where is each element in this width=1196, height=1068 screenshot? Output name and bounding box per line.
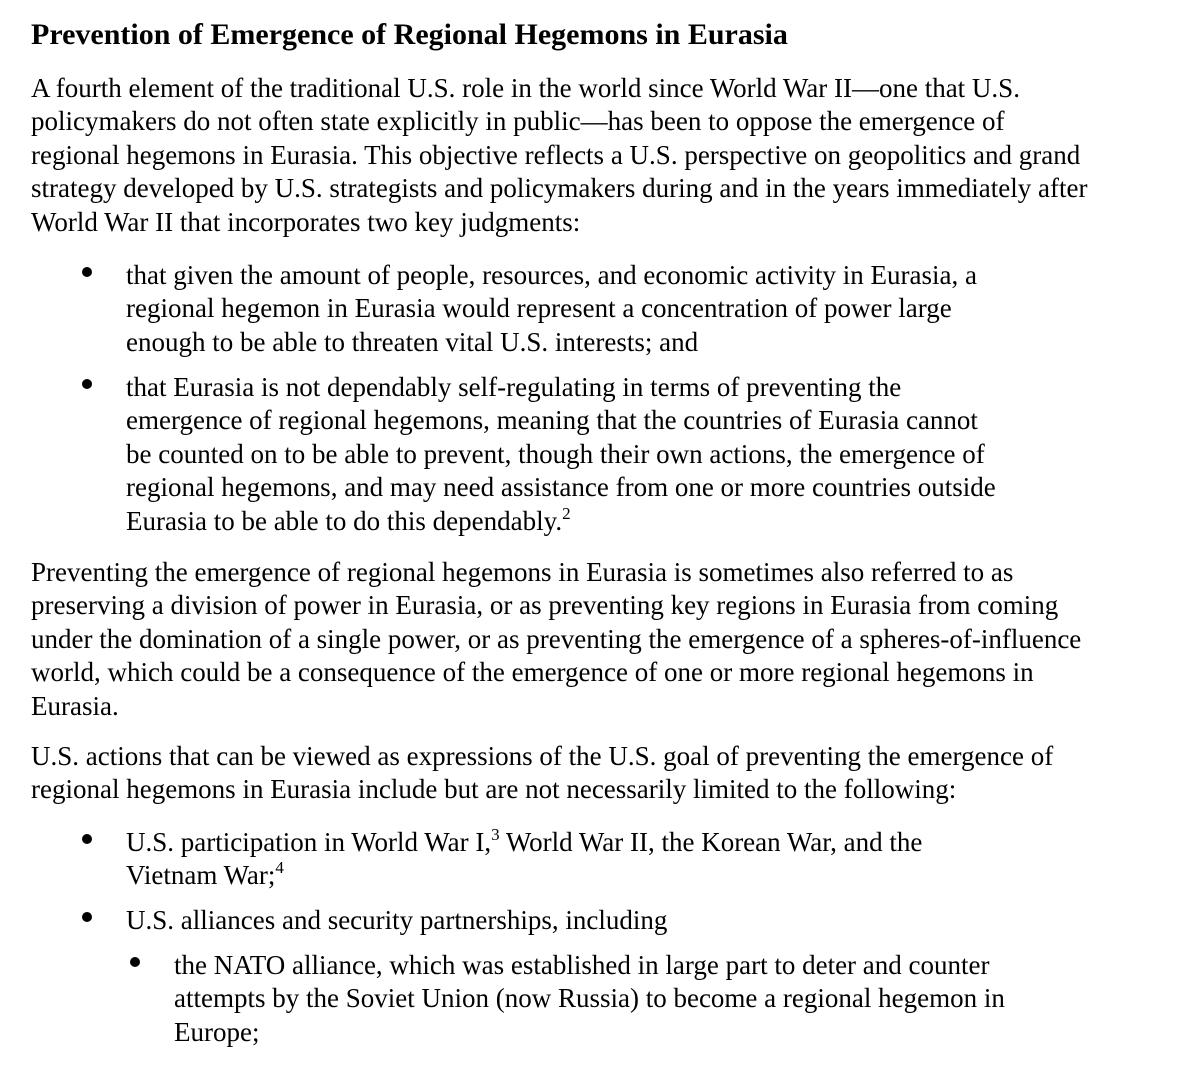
text-line: attempts by the Soviet Union (now Russia) to become a regional hegemon in: [174, 983, 1005, 1014]
text-line: policymakers do not often state explicitly in public—has been to oppose the emergence of: [31, 106, 1005, 137]
text-line: World War II that incorporates two key judgments:: [31, 206, 581, 237]
text-line: the NATO alliance, which was established in large part to deter and counter: [174, 950, 990, 980]
text-fragment: U.S. participation in World War I,: [126, 827, 492, 857]
text-line: regional hegemon in Eurasia would represent a concentration of power large: [126, 293, 952, 324]
list-item-judgment-1: [126, 259, 977, 359]
text-line: enough to be able to threaten vital U.S. interests; and: [126, 326, 699, 357]
text-line: regional hegemons, and may need assistance from one or more countries outside: [126, 472, 996, 503]
text-line: be counted on to be able to prevent, though their own actions, the emergence of: [126, 438, 985, 469]
section-heading: Prevention of Emergence of Regional Hegemons in Eurasia: [31, 18, 788, 51]
text-line: U.S. actions that can be viewed as expressions of the U.S. goal of preventing the emergence of: [31, 741, 1054, 771]
bullet-icon: [82, 267, 92, 277]
text-fragment: World War II, the Korean War, and the: [499, 827, 923, 857]
text-line: Europe;: [174, 1016, 260, 1047]
footnote-marker[interactable]: 3: [491, 825, 500, 844]
paragraph-us-actions: [31, 740, 1191, 807]
list-item-alliances: [126, 904, 667, 937]
text-line: regional hegemons in Eurasia. This objective reflects a U.S. perspective on geopolitics and grand: [31, 139, 1081, 170]
sub-list-item-nato: [174, 949, 1005, 1049]
text-line: Preventing the emergence of regional hegemons in Eurasia is sometimes also referred to as: [31, 557, 1014, 587]
text-line: emergence of regional hegemons, meaning that the countries of Eurasia cannot: [126, 405, 978, 436]
text-line: Eurasia.: [31, 690, 119, 721]
text-line: strategy developed by U.S. strategists and policymakers during and in the years immediately after: [31, 173, 1088, 204]
bullet-icon: [82, 912, 92, 922]
text-line: [126, 826, 922, 859]
bullet-icon: [82, 834, 92, 844]
footnote-marker[interactable]: 4: [275, 858, 284, 878]
footnote-marker[interactable]: 2: [562, 503, 571, 523]
paragraph-division-of-power: [31, 556, 1191, 723]
text-line: under the domination of a single power, or as preventing the emergence of a spheres-of-influence: [31, 623, 1082, 654]
bullet-icon: [82, 379, 92, 389]
text-line: U.S. alliances and security partnerships, including: [126, 905, 668, 935]
sub-bullet-icon: [130, 957, 140, 967]
list-item-wars: [126, 826, 922, 893]
text-line: [126, 505, 996, 538]
list-item-judgment-2: [126, 371, 996, 538]
text-line: [126, 859, 922, 892]
text-fragment: Vietnam War;: [126, 860, 276, 891]
text-line: world, which could be a consequence of the emergence of one or more regional hegemons in: [31, 657, 1034, 688]
text-fragment: Eurasia to be able to do this dependably.: [126, 505, 563, 536]
text-line: that given the amount of people, resources, and economic activity in Eurasia, a: [126, 260, 977, 290]
text-line: regional hegemons in Eurasia include but are not necessarily limited to the following:: [31, 774, 957, 805]
text-line: preserving a division of power in Eurasia, or as preventing key regions in Eurasia from coming: [31, 590, 1059, 621]
text-line: that Eurasia is not dependably self-regulating in terms of preventing the: [126, 372, 902, 402]
text-line: A fourth element of the traditional U.S. role in the world since World War II—one that U.S.: [31, 73, 1020, 103]
paragraph-intro: [31, 72, 1191, 239]
